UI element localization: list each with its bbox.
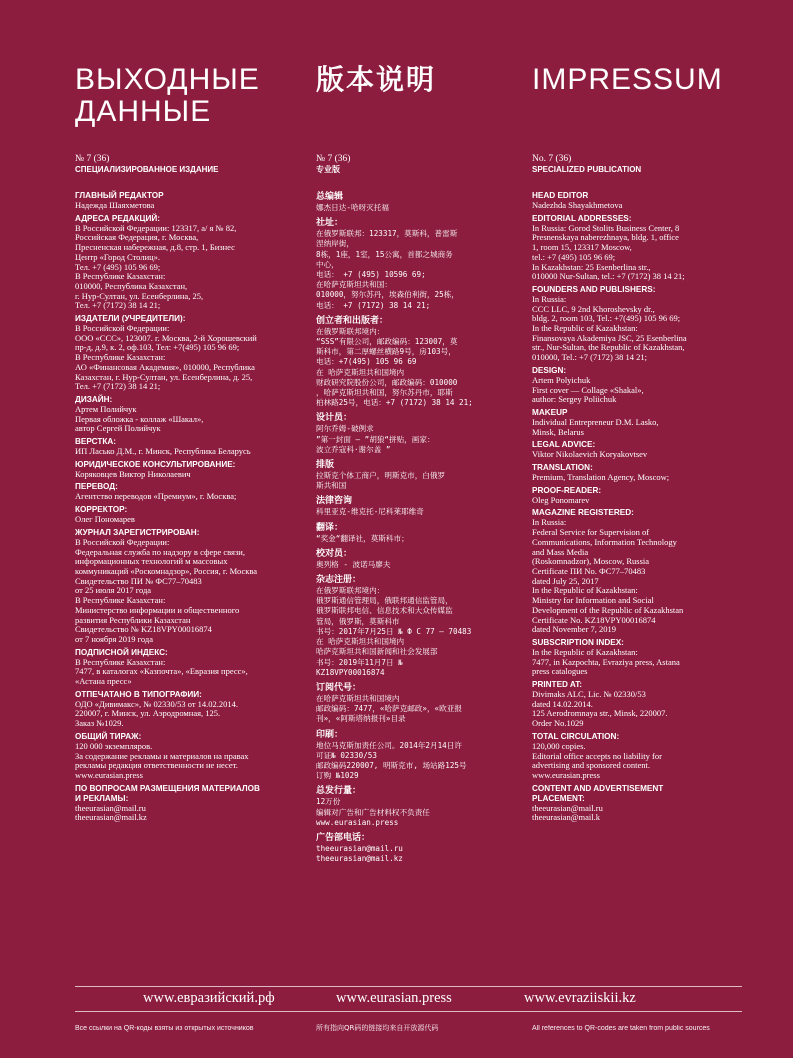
section bbox=[75, 505, 303, 525]
sections-russian bbox=[75, 191, 303, 823]
section-heading: 广告部电话： bbox=[316, 832, 371, 843]
section bbox=[316, 495, 492, 517]
section bbox=[532, 366, 742, 405]
section bbox=[316, 574, 492, 678]
english-column bbox=[532, 0, 742, 826]
section-body: Артем Полийчук Первая обложка - коллаж «Шакал», автор Сергей Полийчук bbox=[75, 403, 204, 434]
section-heading: 印刷： bbox=[316, 729, 344, 740]
section-body: 拉斯克个体工商户，明斯克市，白俄罗 斯共和国 bbox=[316, 471, 446, 491]
section bbox=[532, 732, 742, 781]
section-heading: ОТПЕЧАТАНО В ТИПОГРАФИИ: bbox=[75, 689, 202, 699]
section bbox=[316, 729, 492, 782]
section bbox=[75, 732, 303, 781]
section-heading: ИЗДАТЕЛИ (УЧРЕДИТЕЛИ): bbox=[75, 314, 186, 324]
issue-subtitle: 专业版 bbox=[316, 165, 340, 174]
section bbox=[316, 522, 492, 544]
page-title-russian bbox=[75, 64, 303, 152]
section-body: 120 000 экземпляров. За содержание рекламы и материалов на правах рекламы редакция ответственности не несет. www.eurasian.press bbox=[75, 740, 249, 780]
qr-note-russian: Все ссылки на QR-коды взяты из открытых источников bbox=[75, 1025, 254, 1032]
section-heading: ПО ВОПРОСАМ РАЗМЕЩЕНИЯ МАТЕРИАЛОВ И РЕКЛАМЫ: bbox=[75, 783, 260, 803]
section-heading: TOTAL CIRCULATION: bbox=[532, 731, 620, 741]
qr-note-chinese: 所有指向QR码的链接均来自开放源代码 bbox=[316, 1024, 439, 1032]
website-link-press[interactable]: www.eurasian.press bbox=[336, 990, 452, 1006]
section-heading: DESIGN: bbox=[532, 365, 567, 375]
section-heading: 社址： bbox=[316, 218, 344, 229]
title-line-2: ДАННЫЕ bbox=[75, 95, 212, 128]
section-body: Олег Пономарев bbox=[75, 514, 135, 525]
section-body: 阿尔乔姆-破例求 ”第一封面 — ”胡狼“拼贴，画家： 波立乔寇科·谢尔盖 ” bbox=[316, 424, 435, 454]
section-heading: MAGAZINE REGISTERED: bbox=[532, 508, 634, 518]
section bbox=[316, 548, 492, 570]
section-body: Premium, Translation Agency, Moscow; bbox=[532, 472, 670, 483]
section-heading: ВЕРСТКА: bbox=[75, 437, 116, 447]
section bbox=[532, 508, 742, 634]
section bbox=[316, 682, 492, 725]
section-heading: 设计员： bbox=[316, 413, 353, 424]
section bbox=[75, 214, 303, 311]
section bbox=[532, 440, 742, 460]
footer-divider-top bbox=[75, 986, 742, 987]
section-heading: EDITORIAL ADDRESSES: bbox=[532, 213, 632, 223]
chinese-column bbox=[316, 0, 492, 868]
section-heading: ДИЗАЙН: bbox=[75, 394, 113, 404]
section-heading: FOUNDERS AND PUBLISHERS: bbox=[532, 284, 656, 294]
section bbox=[75, 648, 303, 687]
page-title-chinese: 版本说明 bbox=[316, 63, 437, 96]
section-body: Коряковцев Виктор Николаевич bbox=[75, 468, 191, 479]
section bbox=[532, 486, 742, 506]
sections-english bbox=[532, 191, 742, 823]
section bbox=[532, 285, 742, 363]
section-heading: 杂志注册： bbox=[316, 575, 362, 586]
section bbox=[316, 191, 492, 213]
section-heading: 排版 bbox=[316, 460, 335, 471]
section-body: 在俄罗斯联邦境内： 俄罗斯通信管理局，俄联邦通信监管局， 俄罗斯联邦电信、信息技术和大众传媒监 管局，俄罗斯，莫斯科市 书号：2017年7月25日 № Ф С 77 – 70483 在 哈萨克斯坦共和国境内 哈萨克斯坦共和国新闻和社会发展部 书号：2019年11月7日 № KZ18VPY00016874 bbox=[316, 586, 472, 677]
section-heading: ОБЩИЙ ТИРАЖ: bbox=[75, 731, 142, 741]
section bbox=[75, 690, 303, 729]
section-body: 120,000 copies. Editorial office accepts no liability for advertising and sponsored content. www.eurasian.press bbox=[532, 740, 662, 780]
section-heading: ПЕРЕВОД: bbox=[75, 482, 118, 492]
section-body: Artem Polyichuk First cover — Collage «Shakal», author: Sergey Poliichuk bbox=[532, 374, 644, 405]
section-body: theeurasian@mail.ru theeurasian@mail.kz bbox=[75, 802, 147, 823]
section bbox=[316, 315, 492, 409]
title-line-1: ВЫХОДНЫЕ bbox=[75, 63, 260, 96]
section-body: In Russia: Gorod Stolits Business Center, 8 Presnenskaya naberezhnaya, bldg. 1, office 1, room 15, 123317 Moscow, tel.: +7 (495) 105 96 69; In Kazakhstan: 25 Esenberlina str., 010000 Nur-Sultan, tel.: +7 (7172) 38 14 21; bbox=[532, 222, 685, 282]
section-heading: PRINTED AT: bbox=[532, 680, 583, 690]
section-body: Viktor Nikolaevich Koryakovtsev bbox=[532, 449, 648, 460]
section-body: “奖金“翻译社，莫斯科市； bbox=[316, 533, 409, 543]
section-body: Divimaks ALC, Lic. № 02330/53 dated 14.02.2014. 125 Aerodromnaya str., Minsk, 220007. Order No.1029 bbox=[532, 689, 668, 729]
russian-column bbox=[75, 0, 303, 826]
section-body: ИП Ласько Д.М., г. Минск, Республика Беларусь bbox=[75, 446, 251, 457]
section-body: 12万份 编辑对广告和广告材料权不负责任 www.eurasian.press bbox=[316, 797, 430, 827]
section-body: 地位马克斯加责任公司。2014年2月14日许 可证№ 02330/53 邮政编码220007, 明斯克市, 场站路125号 订购 №1029 bbox=[316, 740, 467, 781]
section-heading: LEGAL ADVICE: bbox=[532, 440, 596, 450]
section-heading: SUBSCRIPTION INDEX: bbox=[532, 637, 624, 647]
section bbox=[532, 191, 742, 211]
section-heading: 法律咨询 bbox=[316, 496, 353, 507]
section-heading: 翻译： bbox=[316, 522, 344, 533]
section-heading: 创立者和出版者： bbox=[316, 315, 389, 326]
section-body: 奥列格 - 波诺马廖夫 bbox=[316, 559, 391, 569]
section bbox=[316, 217, 492, 311]
section bbox=[532, 408, 742, 437]
section bbox=[75, 395, 303, 434]
section-heading: ПОДПИСНОЙ ИНДЕКС: bbox=[75, 647, 168, 657]
section-body: In Russia: CCC LLC, 9 2nd Khoroshevsky dr., bldg. 2, room 103, Tel.: +7(495) 105 96 69; In the Republic of Kazakhstan: Finansovaya Akademiya JSC, 25 Esenberlina str., Nur-Sultan, the Republic of Kazakhstan, 010000, Tel.: +7 (7172) 38 14 21; bbox=[532, 293, 687, 363]
section-body: Oleg Ponomarev bbox=[532, 494, 590, 505]
issue-subtitle: СПЕЦИАЛИЗИРОВАННОЕ ИЗДАНИЕ bbox=[75, 165, 219, 174]
sections-chinese bbox=[316, 191, 492, 864]
section bbox=[316, 832, 492, 864]
section bbox=[75, 482, 303, 502]
section-body: В Республике Казахстан: 7477, в каталогах «Казпочта», «Евразия пресс», «Астана пресс» bbox=[75, 656, 248, 687]
section-body: В Российской Федерации: ООО «ССС», 123007. г. Москва, 2-й Хорошевский пр-д, д.9, к. 2, оф.103, Тел: +7(495) 105 96 69; В Республике Казахстан: АО «Финансовая Академия», 010000, Республика Казахстан, г. Нур-Султан, ул. Есенберлина, д. 25, Тел. +7 (7172) 38 14 21; bbox=[75, 323, 257, 392]
section-heading: 总发行量： bbox=[316, 786, 362, 797]
section-heading: TRANSLATION: bbox=[532, 463, 593, 473]
section bbox=[532, 463, 742, 483]
section-heading: MAKEUP bbox=[532, 407, 568, 417]
section bbox=[75, 191, 303, 211]
section-body: theeurasian@mail.ru theeurasian@mail.k bbox=[532, 802, 603, 823]
section-heading: CONTENT AND ADVERTISEMENT PLACEMENT: bbox=[532, 783, 664, 803]
page-title-english: IMPRESSUM bbox=[532, 63, 723, 96]
section-body: 在哈萨克斯坦共和国境内 邮政编码：7477，«哈萨克邮政»，«欧亚报 刊»，«阿斯塔纳报刊»目录 bbox=[316, 693, 462, 724]
website-link-rf[interactable]: www.евразийский.рф bbox=[143, 990, 275, 1006]
section-heading: 订阅代号： bbox=[316, 682, 362, 693]
section bbox=[75, 460, 303, 480]
section bbox=[316, 412, 492, 455]
section-heading: PROOF-READER: bbox=[532, 485, 602, 495]
section-heading: HEAD EDITOR bbox=[532, 191, 589, 200]
issue-number: № 7 (36) bbox=[75, 154, 110, 164]
website-link-kz[interactable]: www.evraziiskii.kz bbox=[524, 990, 636, 1006]
section-body: Агентство переводов «Премиум», г. Москва; bbox=[75, 491, 237, 502]
section-body: Надежда Шаяхметова bbox=[75, 200, 155, 210]
section bbox=[532, 784, 742, 823]
section bbox=[75, 784, 303, 823]
section-heading: ЮРИДИЧЕСКОЕ КОНСУЛЬТИРОВАНИЕ: bbox=[75, 459, 236, 469]
section bbox=[75, 437, 303, 457]
issue-subtitle: SPECIALIZED PUBLICATION bbox=[532, 165, 642, 174]
issue-number: № 7 (36) bbox=[316, 154, 351, 164]
issue-number: No. 7 (36) bbox=[532, 154, 572, 164]
section-body: theeurasian@mail.ru theeurasian@mail.kz bbox=[316, 843, 403, 864]
section bbox=[532, 214, 742, 282]
section-body: Nadezhda Shayakhmetova bbox=[532, 200, 623, 210]
section bbox=[75, 314, 303, 392]
section-body: 娜杰日达-哈呀灭托福 bbox=[316, 203, 389, 212]
section-heading: 总编辑 bbox=[316, 192, 344, 202]
qr-note-english: All references to QR-codes are taken from public sources bbox=[532, 1025, 710, 1032]
section-heading: 校对员： bbox=[316, 548, 353, 559]
section-body: 在俄罗斯联邦：123317，莫斯科，普雷斯 涅纳岸街， 8栋，1座，1室，15公寓，首都之城商务 中心， 电话： +7 (495) 10596 69; 在哈萨克斯坦共和国： 010000，努尔苏丹，埃森伯利街，25栋， 电话： +7 (7172) 38 14 21; bbox=[316, 229, 459, 310]
section-body: ОДО «Дивимакс», № 02330/53 от 14.02.2014. 220007, г. Минск, ул. Аэродромная, 125. Заказ №1029. bbox=[75, 698, 239, 729]
section bbox=[75, 528, 303, 645]
section bbox=[532, 680, 742, 729]
footer-divider-bottom bbox=[75, 1011, 742, 1012]
section-heading: ГЛАВНЫЙ РЕДАКТОР bbox=[75, 191, 164, 200]
section-heading: ЖУРНАЛ ЗАРЕГИСТРИРОВАН: bbox=[75, 527, 200, 537]
section-body: В Российской Федерации: Федеральная служба по надзору в сфере связи, информационных технологий м массовых коммуникаций «Роскомнадзор», Россия, г. Москва Свидетельство ПИ № ФС77–70483 от 25 июля 2017 года В Республике Казахстан: Министерство информации и общественного развития Республики Казахстан Свидетельство № KZ18VPY00016874 от 7 ноября 2019 года bbox=[75, 536, 258, 644]
section bbox=[316, 785, 492, 828]
section-body: In the Republic of Kazakhstan: 7477, in Kazpochta, Evraziya press, Astana press catalogues bbox=[532, 646, 680, 677]
section-body: In Russia: Federal Service for Supervision of Communications, Information Technology and Mass Media (Roskomnadzor), Moscow, Russia Certificate ПИ No. ФС77–70483 dated July 25, 2017 In the Republic of Kazakhstan: Ministry for Information and Social Development of the Republic of Kazakhstan Certificate No. KZ18VPY00016874 dated November 7, 2019 bbox=[532, 517, 684, 635]
section-body: Individual Entrepreneur D.M. Lasko, Minsk, Belarus bbox=[532, 416, 659, 437]
section-heading: АДРЕСА РЕДАКЦИЙ: bbox=[75, 213, 161, 223]
section bbox=[532, 638, 742, 677]
section-body: 在俄罗斯联邦境内： “SSS”有限公司，邮政编码：123007，莫 斯科市，第二厚螺丝横路9号，房103号， 电话：+7(495) 105 96 69 在 哈萨克斯坦共和国境内 财政研究院股份公司，邮政编码：010000 ，哈萨克斯坦共和国，努尔苏丹市，耶斯 柏林路25号，电话：+7 (7172) 38 14 21; bbox=[316, 326, 473, 408]
section-heading: КОРРЕКТОР: bbox=[75, 505, 128, 515]
section-body: В Российской Федерации: 123317, а/ я № 82, Российская Федерация, г. Москва, Пресненская набережная, д.8, стр. 1, Бизнес Центр «Город Столиц». Тел. +7 (495) 105 96 69; В Республике Казахстан: 010000, Республика Казахстан, г. Нур-Султан, ул. Есенберлина, 25, Тел. +7 (7172) 38 14 21; bbox=[75, 222, 237, 311]
section-body: 科里亚克-维克托-尼科莱耶维奇 bbox=[316, 507, 424, 517]
section bbox=[316, 459, 492, 491]
